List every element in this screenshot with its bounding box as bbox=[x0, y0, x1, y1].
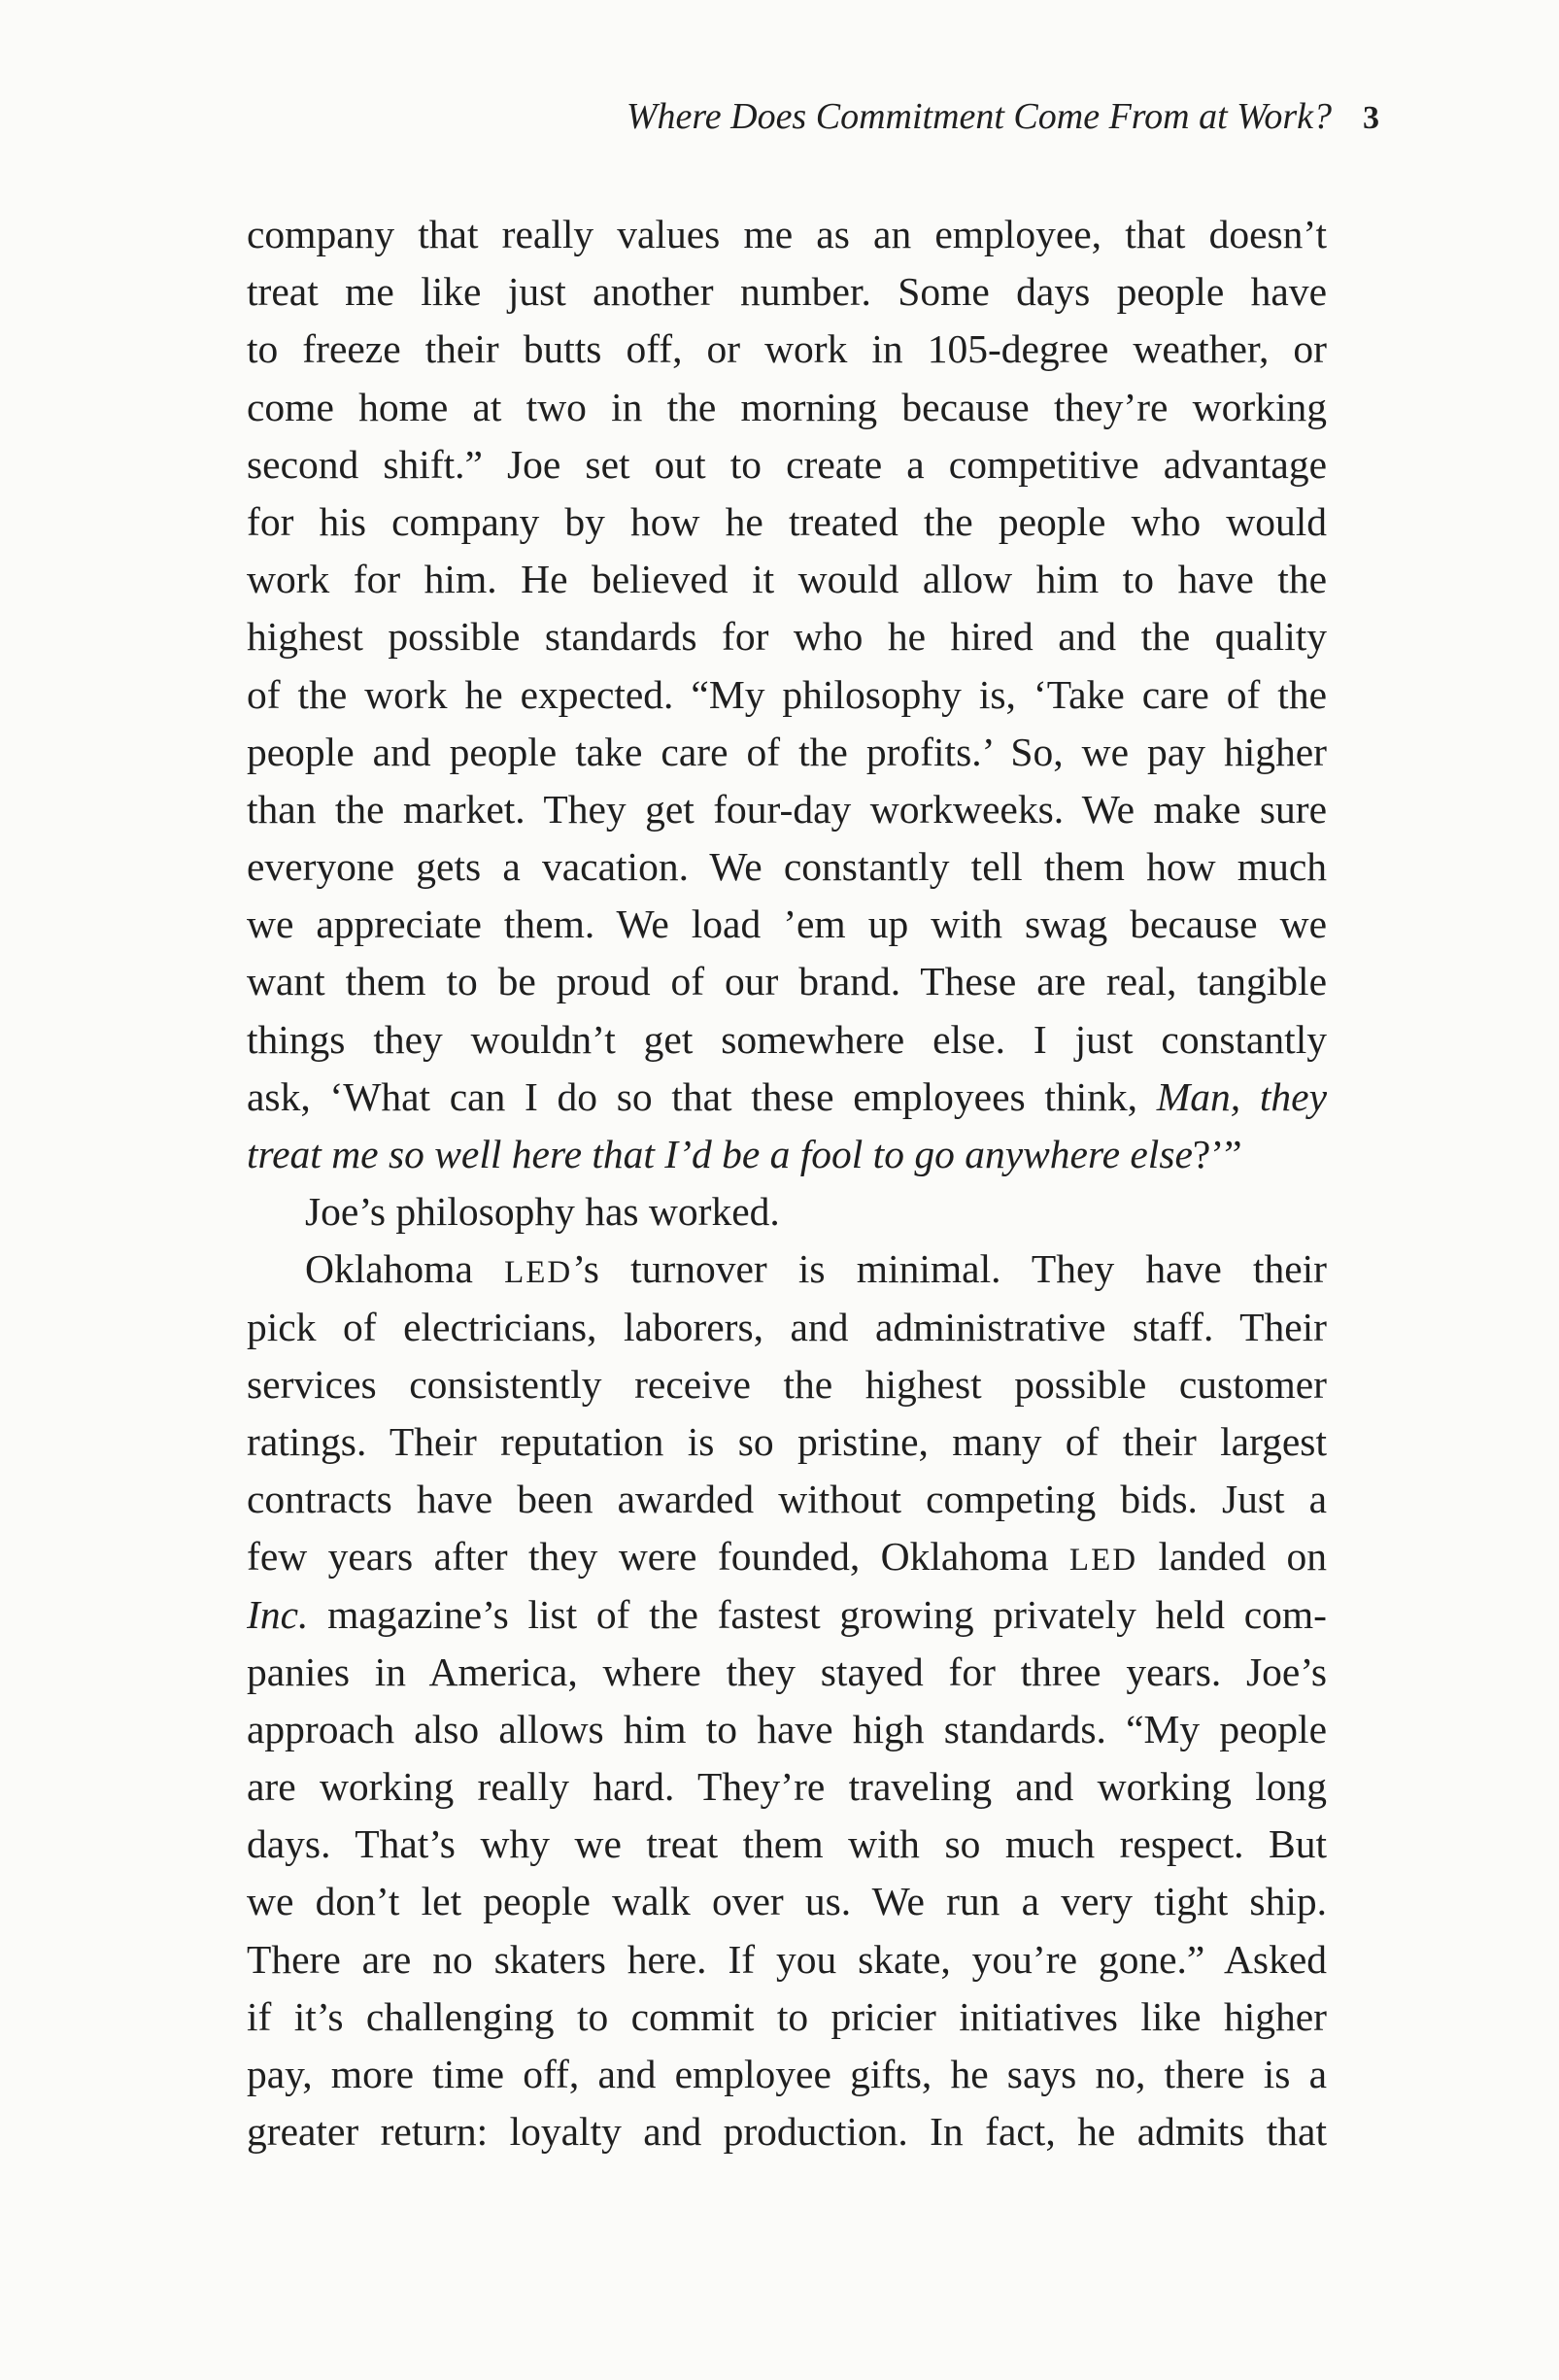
text-line: are working really hard. They’re traveling and working long bbox=[247, 1764, 1327, 1810]
text-run: few years after they were founded, Oklahoma bbox=[247, 1534, 1069, 1580]
text-line: than the market. They get four-day workweeks. We make sure bbox=[247, 786, 1327, 832]
text-line: greater return: loyalty and production. In fact, he admits that bbox=[247, 2109, 1327, 2155]
small-caps-acronym: LED bbox=[504, 1255, 573, 1291]
text-run: landed on bbox=[1137, 1534, 1327, 1580]
text-line: pay, more time off, and employee gifts, he says no, there is a bbox=[247, 2052, 1327, 2096]
text-line: everyone gets a vacation. We constantly tell them how much bbox=[247, 844, 1327, 890]
text-line: treat me like just another number. Some days people have bbox=[247, 269, 1327, 315]
text-line: work for him. He believed it would allow him to have the bbox=[247, 557, 1327, 602]
paragraph-start: Joe’s philosophy has worked. bbox=[305, 1189, 780, 1235]
text-line: we appreciate them. We load ’em up with swag because we bbox=[247, 901, 1327, 947]
running-head bbox=[563, 95, 1379, 144]
text-run: Oklahoma bbox=[305, 1246, 505, 1292]
text-run: ask, ‘What can I do so that these employees think, bbox=[247, 1073, 1157, 1119]
paragraph-start bbox=[247, 1241, 1327, 1298]
text-line: company that really values me as an employee, that doesn’t bbox=[247, 212, 1327, 256]
text-line: There are no skaters here. If you skate, you’re gone.” Asked bbox=[247, 1936, 1327, 1982]
chapter-title: Where Does Commitment Come From at Work? bbox=[626, 96, 1332, 137]
text-line: days. That’s why we treat them with so much respect. But bbox=[247, 1821, 1327, 1867]
text-line: panies in America, where they stayed for three years. Joe’s bbox=[247, 1649, 1327, 1694]
text-line: if it’s challenging to commit to pricier initiatives like higher bbox=[247, 1993, 1327, 2039]
italic-thought: Man, they bbox=[1156, 1073, 1327, 1119]
text-line: we don’t let people walk over us. We run a very tight ship. bbox=[247, 1879, 1327, 1924]
page-number: 3 bbox=[1363, 100, 1379, 136]
italic-title: Inc. bbox=[247, 1591, 309, 1637]
text-line: approach also allows him to have high standards. “My people bbox=[247, 1706, 1327, 1751]
text-line: people and people take care of the profits.’ So, we pay higher bbox=[247, 729, 1327, 774]
text-line: highest possible standards for who he hired and the quality bbox=[247, 614, 1327, 660]
text-run: ’s turnover is minimal. They have their bbox=[572, 1246, 1327, 1292]
text-line bbox=[247, 1069, 1327, 1126]
body-text bbox=[247, 206, 1327, 2160]
text-line bbox=[247, 1586, 1327, 1644]
text-run: ?’” bbox=[1192, 1132, 1242, 1176]
text-line: ratings. Their reputation is so pristine, many of their largest bbox=[247, 1418, 1327, 1464]
text-run: magazine’s list of the fastest growing privately held com- bbox=[308, 1591, 1327, 1637]
text-line: to freeze their butts off, or work in 105-degree weather, or bbox=[247, 326, 1327, 372]
text-line: of the work he expected. “My philosophy is, ‘Take care of the bbox=[247, 671, 1327, 717]
text-line: things they wouldn’t get somewhere else. I just constantly bbox=[247, 1016, 1327, 1062]
small-caps-acronym: LED bbox=[1068, 1543, 1138, 1579]
text-line bbox=[247, 1528, 1327, 1585]
text-line: services consistently receive the highest possible customer bbox=[247, 1361, 1327, 1407]
text-line bbox=[247, 1126, 1327, 1183]
text-line: for his company by how he treated the people who would bbox=[247, 498, 1327, 544]
text-line: contracts have been awarded without competing bids. Just a bbox=[247, 1477, 1327, 1522]
text-line: want them to be proud of our brand. These are real, tangible bbox=[247, 959, 1327, 1004]
text-line: come home at two in the morning because they’re working bbox=[247, 384, 1327, 429]
italic-thought: treat me so well here that I’d be a fool to go anywhere else bbox=[247, 1132, 1193, 1176]
text-line: second shift.” Joe set out to create a competitive advantage bbox=[247, 441, 1327, 487]
text-line: pick of electricians, laborers, and administrative staff. Their bbox=[247, 1304, 1327, 1349]
